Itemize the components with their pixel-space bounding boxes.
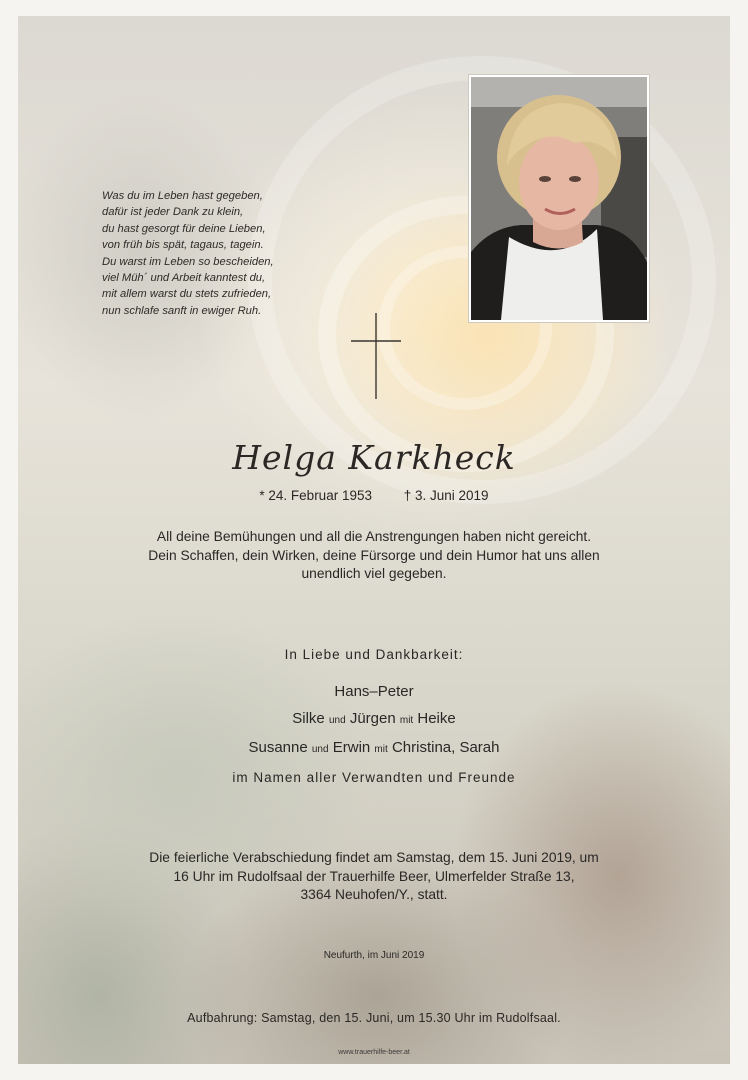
connector-word: und [328,715,346,726]
mourner-name: Erwin [332,739,371,756]
mourner-line [18,734,730,763]
portrait-illustration [471,77,647,320]
mourner-name: Silke [292,710,325,727]
mourners-list [18,678,730,763]
life-dates [18,488,730,503]
obituary-card [18,16,730,1064]
ceremony-line: Die feierliche Verabschiedung findet am Samstag, dem 15. Juni 2019, um [149,850,599,865]
footer-website: www.trauerhilfe-beer.at [338,1049,410,1056]
mourner-name: Christina, Sarah [391,739,500,756]
poem-line: viel Müh´ und Arbeit kanntest du, [102,272,266,285]
memorial-poem [102,188,322,319]
death-date: † 3. Juni 2019 [403,488,489,503]
tribute-text [18,528,730,584]
connector-word: mit [399,715,414,726]
birth-date: * 24. Februar 1953 [259,488,372,503]
mourner-line [18,705,730,734]
tribute-line: All deine Bemühungen und all die Anstrengungen haben nicht gereicht. [156,529,592,544]
poem-line: nun schlafe sanft in ewiger Ruh. [102,304,262,317]
place-date: Neufurth, im Juni 2019 [323,950,425,961]
connector-word: mit [374,744,388,755]
gratitude-intro: In Liebe und Dankbarkeit: [284,647,464,662]
poem-line: Du warst im Leben so bescheiden, [102,255,274,268]
poem-line: dafür ist jeder Dank zu klein, [102,206,244,219]
ceremony-info [18,849,730,905]
connector-word: und [311,744,329,755]
portrait-frame [469,75,649,322]
relatives-note: im Namen aller Verwandten und Freunde [232,770,516,785]
ceremony-line: 3364 Neuhofen/Y., statt. [300,887,448,902]
ceremony-line: 16 Uhr im Rudolfsaal der Trauerhilfe Beer, Ulmerfelder Straße 13, [173,868,575,884]
viewing-info: Aufbahrung: Samstag, den 15. Juni, um 15.30 Uhr im Rudolfsaal. [187,1011,561,1025]
mourner-name: Jürgen [349,710,396,727]
tribute-line: unendlich viel gegeben. [301,566,447,581]
poem-line: von früh bis spät, tagaus, tagein. [102,239,264,252]
cross-icon [351,313,401,399]
tribute-line: Dein Schaffen, dein Wirken, deine Fürsorge und dein Humor hat uns allen [148,547,600,563]
mourner-name: Heike [417,710,456,727]
mourner-line: Hans–Peter [334,683,414,700]
portrait-photo [471,77,647,320]
poem-line: Was du im Leben hast gegeben, [102,190,263,202]
mourner-name: Susanne [248,739,308,756]
deceased-name: Helga Karkheck [232,438,516,477]
poem-line: mit allem warst du stets zufrieden, [102,288,272,301]
poem-line: du hast gesorgt für deine Lieben, [102,222,266,235]
